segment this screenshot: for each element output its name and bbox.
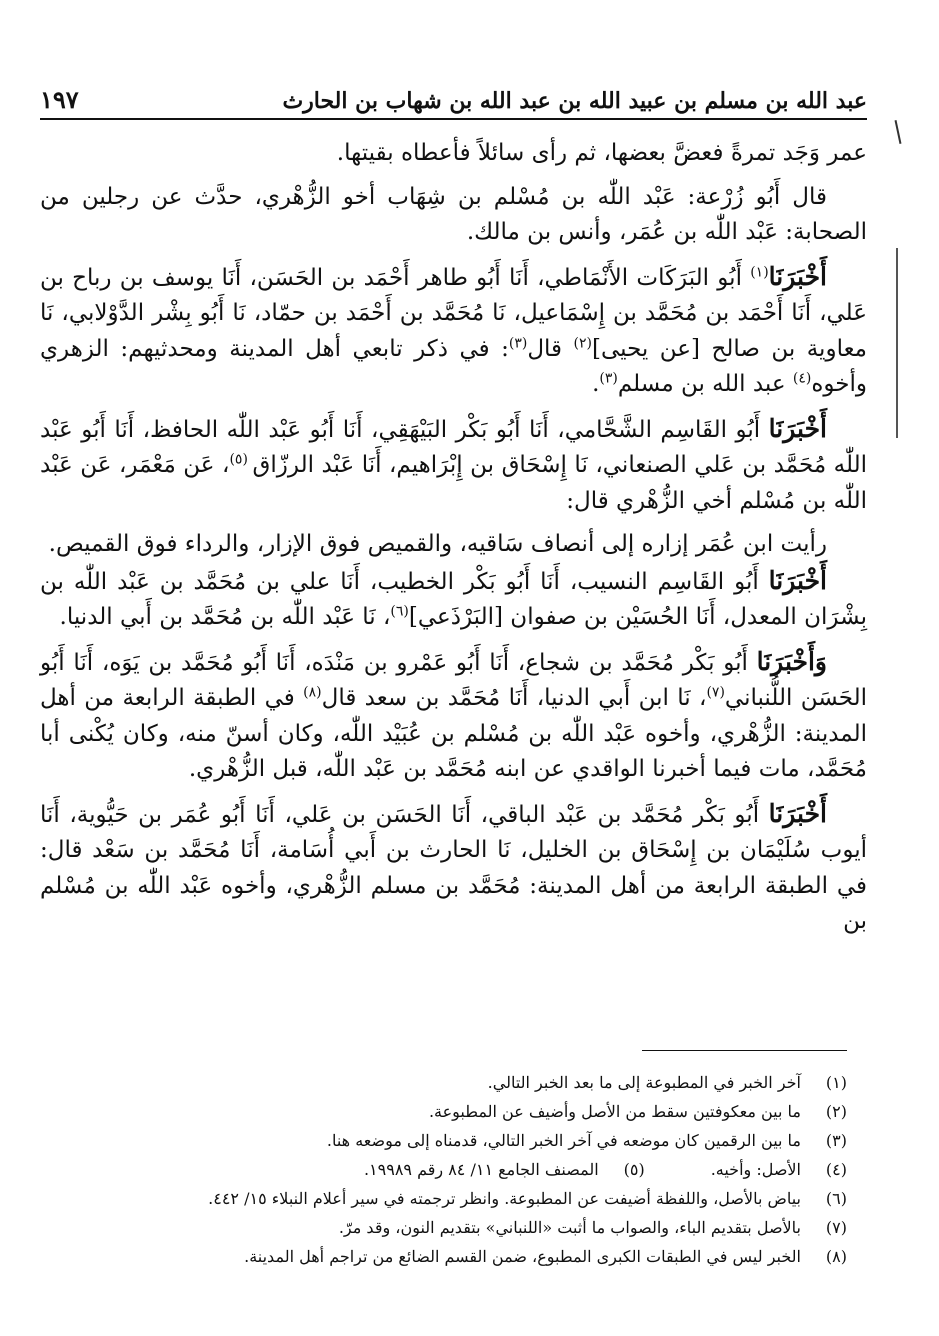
- footnote-7: [40, 1213, 847, 1242]
- text-run: أَبُو البَرَكَات الأَنْمَاطي، أَنَا أَبُو طاهر أَحْمَد بن الحَسَن، أَنَا يوسف بن رباح بن عَلي، أَنَا أَحْمَد بن مُحَمَّد بن إِسْمَاعيل، نَا مُحَمَّد بن أَحْمَد بن حمّاد، نَا أَبُو بِشْر الدَّوْلابي، نَا معاوية بن صالح [عن يحيى]: [40, 264, 867, 362]
- text-run: أَبُو بَكْر مُحَمَّد بن شجاع، أَنَا أَبُو عَمْرو بن مَنْدَه، أَنَا أَبُو مُحَمَّد بن يَوَه، أَنَا أَبُو الحَسَن اللُّنباني: [40, 649, 867, 711]
- footnote-text: بياض بالأصل، واللفظة أضيفت عن المطبوعة. وانظر ترجمته في سير أعلام النبلاء ١٥/ ٤٤٢.: [208, 1189, 801, 1208]
- margin-bar: [896, 248, 898, 438]
- text-run: ، عَن مَعْمَر، عَن عَبْد اللّٰه بن مُسْلم أخي الزُّهْري قال:: [40, 452, 867, 514]
- text-run: في الطبقة الرابعة من أهل المدينة: الزُّهْري، وأخوه عَبْد اللّٰه بن مُسْلم بن عُبَيْد اللّٰه، وكان أسنّ منه، وكان يُكْنى أبا مُحَمَّد، مات فيما أخبرنا الواقدي عن ابنه مُحَمَّد بن عَبْد اللّٰه، قبل الزُّهْري.: [40, 685, 867, 782]
- footnote-text: ما بين معكوفتين سقط من الأصل وأضيف عن المطبوعة.: [428, 1102, 801, 1121]
- footnote-text: بالأصل بتقديم الباء، والصواب ما أثبت «اللنباني» بتقديم النون، وقد مرّ.: [338, 1218, 801, 1237]
- paragraph-1: عمر وَجَد تمرةً فعضَّ بعضها، ثم رأى سائلاً فأعطاه بقيتها.: [336, 140, 867, 166]
- footnote-4-5: [40, 1155, 847, 1184]
- paragraph-7: [40, 644, 867, 788]
- footnote-ref: (١): [750, 263, 769, 280]
- footnote-3: [40, 1126, 847, 1155]
- footnote-2: [40, 1097, 847, 1126]
- footnote-number: (٨): [825, 1247, 847, 1266]
- margin-mark: [895, 120, 902, 144]
- footnote-6: [40, 1184, 847, 1213]
- footnote-number: (٥): [623, 1160, 645, 1179]
- footnote-ref: (٧): [706, 684, 725, 701]
- footnote-text: آخر الخبر في المطبوعة إلى ما بعد الخبر التالي.: [487, 1073, 801, 1092]
- running-title: عبد الله بن مسلم بن عبيد الله بن عبد الله بن شهاب بن الحارث: [282, 88, 867, 114]
- footnote-text: الأصل: وأخيه.: [710, 1160, 801, 1179]
- footnote-text: المصنف الجامع ١١/ ٨٤ رقم ١٩٩٨٩.: [363, 1160, 599, 1179]
- footnote-number: (٦): [825, 1189, 847, 1208]
- footnote-1: [40, 1068, 847, 1097]
- isnad-keyword: أَخْبَرَنَا: [768, 565, 827, 595]
- footnote-number: (٤): [825, 1160, 847, 1179]
- isnad-keyword: أَخْبَرَنَا: [768, 261, 827, 291]
- text-run: أَبُو بَكْر مُحَمَّد بن عَبْد الباقي، أَنَا الحَسَن بن عَلي، أَنَا أَبُو عُمَر بن حَيُّوية، أَنَا أيوب سُلَيْمَان بن إِسْحَاق بن الخليل، نَا الحارث بن أَبي أُسَامة، أَنَا مُحَمَّد بن سَعْد قال: في الطبقة الرابعة من أهل المدينة: مُحَمَّد بن مسلم الزُّهْري، وأخوه عَبْد اللّٰه بن مُسْلم بن: [40, 801, 867, 934]
- isnad-keyword: أَخْبَرَنَا: [768, 413, 827, 443]
- header-rule: [40, 118, 867, 120]
- isnad-keyword: وَأَخْبَرَنَا: [756, 646, 827, 676]
- paragraph-5-quote: رأيت ابن عُمَر إزاره إلى أنصاف سَاقيه، والقميص فوق الإزار، والرداء فوق القميص.: [48, 531, 827, 557]
- text-run: .: [592, 371, 600, 397]
- text-run: ، نَا عَبْد اللّٰه بن مُحَمَّد بن أَبي الدنيا.: [59, 604, 391, 630]
- text-run: عبد الله بن مسلم: [617, 371, 793, 397]
- footnote-ref: (٥): [229, 451, 253, 468]
- page-number: ١٩٧: [40, 85, 79, 114]
- text-run: ، نَا ابن أَبي الدنيا، أَنَا مُحَمَّد بن سعد قال: [321, 685, 707, 711]
- isnad-keyword: أَخْبَرَنَا: [768, 798, 827, 828]
- footnote-8: [40, 1242, 847, 1271]
- footnote-number: (١): [825, 1073, 847, 1092]
- paragraph-6: [40, 563, 867, 636]
- text-run: أَبُو القَاسِم الشَّحَّامي، أَنَا أَبُو بَكْر البَيْهَقِي، أَنَا أَبُو عَبْد اللّٰه الحافظ، أَنَا أَبُو عَبْد اللّٰه مُحَمَّد بن عَلي الصنعاني، نَا إِسْحَاق بن إِبْرَاهيم، أَنَا عَبْد الرزّاق: [40, 416, 867, 478]
- footnote-number: (٣): [825, 1131, 847, 1150]
- footnote-ref: (٣): [508, 334, 528, 351]
- running-header: [40, 70, 867, 114]
- footnote-number: (٢): [825, 1102, 847, 1121]
- footnote-number: (٧): [825, 1218, 847, 1237]
- text-run: أَبُو القَاسِم النسيب، أَنَا أَبُو بَكْر الخطيب، أَنَا علي بن مُحَمَّد بن عَبْد اللّٰه بن بِشْرَان المعدل، أَنَا الحُسَيْن بن صفوان [البَرْذَعي]: [40, 568, 867, 630]
- footnote-text: الخبر ليس في الطبقات الكبرى المطبوع، ضمن القسم الضائع من تراجم أهل المدينة.: [244, 1247, 801, 1266]
- paragraph-3: [40, 259, 867, 403]
- paragraph-8: [40, 796, 867, 940]
- footnotes: [40, 1068, 847, 1271]
- footnote-ref: (٦): [390, 603, 409, 620]
- footnote-ref: (٤): [792, 370, 812, 387]
- paragraph-2: قال أَبُو زُرْعة: عَبْد اللّٰه بن مُسْلم بن شِهَاب أخو الزُّهْري، حدَّث عن رجلين من الصحابة: عَبْد اللّٰه بن عُمَر، وأنس بن مالك.: [40, 183, 867, 245]
- footnote-ref: (٣): [599, 370, 618, 387]
- paragraph-4: [40, 411, 867, 520]
- main-text: [40, 136, 867, 940]
- footnote-rule: [642, 1050, 847, 1051]
- text-run: قال: [527, 335, 574, 362]
- footnote-text: ما بين الرقمين كان موضعه في آخر الخبر التالي، قدمناه إلى موضعه هنا.: [326, 1131, 801, 1150]
- footnote-ref: (٨): [303, 684, 322, 701]
- text-run: : في ذكر تابعي أهل المدينة ومحدثيهم: الزهري وأخوه: [40, 335, 867, 397]
- footnote-ref: (٢): [573, 334, 592, 351]
